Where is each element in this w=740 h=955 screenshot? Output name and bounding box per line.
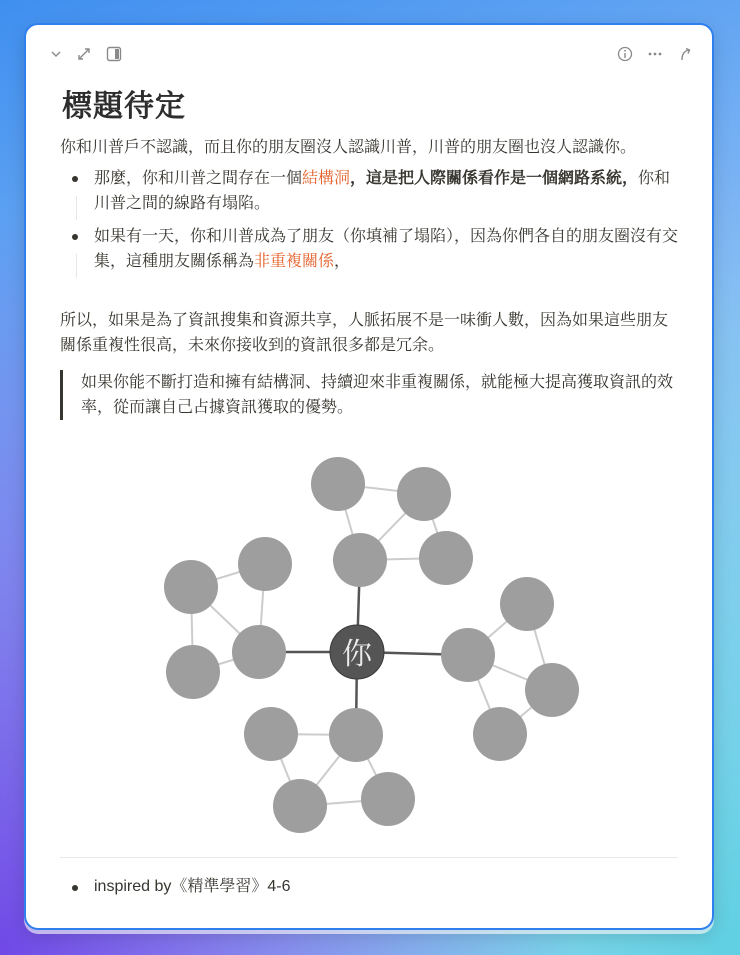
body-paragraph: 所以，如果是為了資訊搜集和資源共享，人脈拓展不是一味衝人數，因為如果這些朋友關係重複性很高，未來你接收到的資訊很多都是冗余。: [60, 312, 669, 354]
footer-list: [60, 875, 291, 907]
bullet-text: 如果有一天，你和川普成為了朋友（你填補了塌陷），因為你們各自的朋友圈沒有交集，這種朋友關係稱為: [94, 228, 679, 270]
center-node-label: 你: [342, 637, 372, 672]
page-title: 標題待定: [62, 90, 186, 123]
note-window: [24, 23, 714, 930]
highlight-structural-hole: 結構洞: [302, 170, 351, 187]
list-item: inspired by《精準學習》4-6: [60, 875, 291, 899]
bullet-text: 你和川普之間的線路有塌陷。: [94, 170, 671, 212]
highlight-nonredundant-ties: 非重複關係: [254, 253, 335, 270]
bold-text: ，這是把人際關係看作是一個網路系統，: [350, 170, 639, 187]
network-diagram: [26, 25, 716, 932]
intro-paragraph: 你和川普戶不認識，而且你的朋友圈沒人認識川普，川普的朋友圈也沒人認識你。: [60, 139, 637, 156]
bullet-text: 那麼，你和川普之間存在一個: [94, 170, 303, 187]
quote-text: 如果你能不斷打造和擁有結構洞、持續迎來非重複關係，就能極大提高獲取資訊的效率，從而讓自己占據資訊獲取的優勢。: [81, 374, 674, 416]
bullet-text: ，: [334, 253, 351, 270]
divider: [60, 857, 678, 858]
